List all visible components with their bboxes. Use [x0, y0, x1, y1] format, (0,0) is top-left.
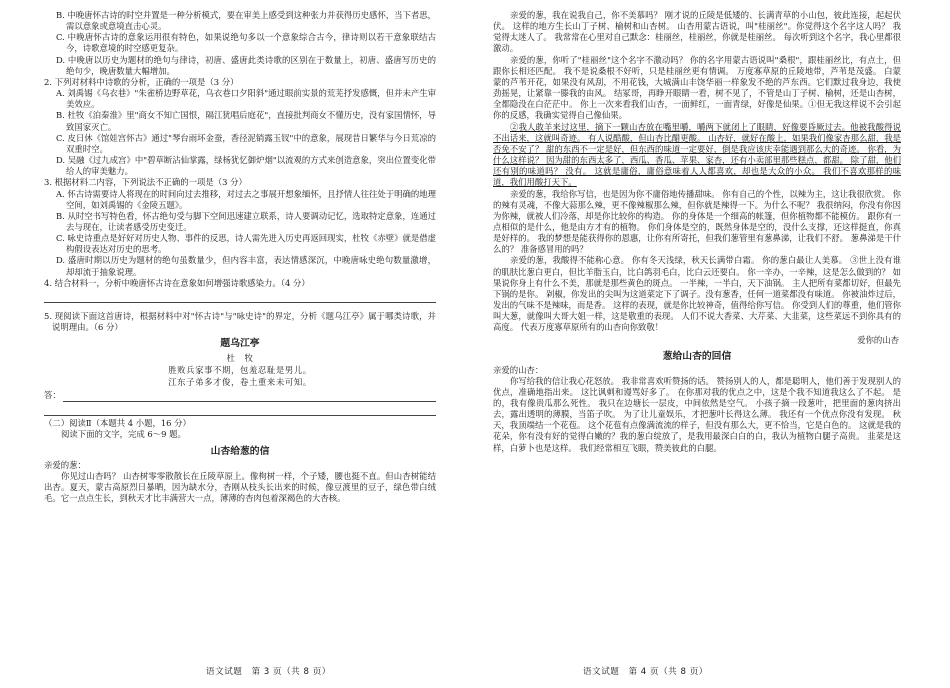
- option-q2-b: B. 杜牧《泊秦淮》里"商女不知亡国恨，隔江犹唱后庭花"，直接批判商女不懂历史，没有家国情怀，导致国家灭亡。: [56, 110, 436, 132]
- answer-label: 答：: [44, 390, 61, 401]
- answer-line-q5[interactable]: [44, 388, 436, 402]
- letter-salutation: 亲爱的葱：: [44, 459, 86, 470]
- option-q2-a: A. 刘禹锡《乌衣巷》"朱雀桥边野草花，乌衣巷口夕阳斜"通过眼前实景的荒芜抒发感慨，但并未产生审美效应。: [56, 88, 436, 110]
- poem-line-1: 胜败兵家事不期，包羞忍耻是男儿。: [168, 365, 312, 376]
- letter-paragraph: 亲爱的葱，你听了"桂丽丝"这个名字不激动吗？ 你的名字用蒙古语说叫"桑根"，跟桂丽丝比，有点土，但跟你长相还匹配。 我不是说桑根不好听，只是桂丽丝更有情调。 万度寡草原的丘陵地带，芦苇是茂盛。 白蒙蒙的芦苇开花，如果没有风刮，不用花钱，大城满山丰饶华丽一样象发不绝的芦东西。它们默过我身边，我使劲摇晃，让紧靠一滕我的由风。 结冢哥，再睁开眼睛一看，树不见了，不管是山丁子树、榆树，还是山杏树，全都隐没在白茫茫中。 你上一次来看我们山杏，一面鲜红，一面青绿，好像是仙果。①但无我这样说不会引起你的反感，我确实觉得自己像仙果。: [493, 54, 901, 121]
- letter-paragraph: 亲爱的葱，我在说我自己，你不美慕吗？ 刚才说的丘陵是低矮的、长满青草的小山包，彼此连接，起起伏伏。 这样的地方生长山丁子树、榆树和山杏树。 山杏用蒙古语说，叫"桂丽丝"。你觉得这个名字这人吗？ 我觉得太迷人了。 我常常在心里对自己默念：桂丽丝，桂丽丝，你就是桂丽丝。 每次听到这个名字，我心里都很激动。: [493, 10, 901, 54]
- reply-paragraph: 你写给我的信让我心花怒放。 我非常喜欢听赞扬的话。 赞扬别人的人，都是聪明人，他们善于发现别人的优点，准确地指出来。 这比讽刺和谩骂好多了。 在你那对我的优点之中，这是个我不知道我这么了不起。 是的，我有像贵瓜那么死性。 我只在边塘长一层皮，中间依然是空气。 小孩子摘一段葱叶，把里面的葱肉挤出去，露出透明的薄膜，当笛子吹。 为了让儿童娱乐，才把葱叶长得这么薄。 我还有一个优点你没有发现。 秋天，我顶端结一个花苞。 这个花苞有点像满流流的样子，但没有那么大，更不恰当，它是白色的。 这就是我的花朵，你有没有好的觉得白嫩的？我的葱白绽放了，是我用最深白白的白，我认为植物白腿子高贵。 韭菜是这样，白萝卜也是这样。 我们经常相互飞眼，赞美彼此的白腿。: [493, 375, 901, 453]
- page-footer-left: 语文试题 第 3 页（共 8 页）: [206, 667, 331, 677]
- option-q2-c: C. 皮日休《馆娃宫怀古》通过"琴台雨坏金蚕，香径泥销露玉钗"中的意象，展现昔日繁华与今日荒凉的双重时空。: [56, 132, 436, 154]
- question-4: 4. 结合材料一，分析中晚唐怀古诗在意象如何增强诗歌感染力。（4 分）: [44, 277, 310, 288]
- page-right: [475, 0, 950, 688]
- option-q3-a: A. 怀古诗需要诗人将现在的时间向过去推移，对过去之事展开想象缅怀，且抒情人往往处于明确的地理空间，如刘禹锡的《金陵五题》。: [56, 188, 436, 210]
- answer-line-q4[interactable]: [44, 289, 436, 303]
- option-q3-b: B. 从时空书写特色看，怀古绝句受与脚下空间迅速建立联系，诗人要调动记忆，选取特定意象，连通过去与现在，让读者感受历史变迁。: [56, 210, 436, 232]
- option-q2-d: D. 吴融《过九成宫》中"碧草断沾仙掌露，绿杨犹忆御炉烟"以流观的方式来创造意象，突出位置变化带给人的审美魅力。: [56, 155, 436, 177]
- letter-paragraph: 亲爱的葱，我给你写信，也是因为你不庸俗地传播甜味。 你有自己的个性，以辣为主，这让我很欣赏。 你的辣有灵魂，不像大蒜那么辣，更不像辣椒那么辣，但你就是辣得一下。为什么不呢？ 我很纳闷，你没有你因为你辣，就被人们冷落，却是你比较你的构造。 你的身体是一个细高的帐篷，但你植物都不能模仿。 跟你有一点相似的是什么，他是由方才有的植物。 你们身体是空的，既然身体是空的，没什么支撑，还这样挺直，你真是好样的。 我的梦想是能获得你的恩惠，让你有所寄托，但我们葱管里有葱鼻涕，让我们不舒。 葱鼻涕是干什么的？ 准备感冒用的吗？: [493, 188, 901, 255]
- letter-paragraph: ②我人敢羊来过这里，摘下一颗山杏放在嘴里嚼，嚼两下就闭上了眼睛，好像要昏厥过去。他被我酸得说不出话来，这就叫奇迹。 有人说酷酸，但山杏比醋更酸。 山杏好，就好在酸上，如果我们像家杏那么甜，我是否免不安了？ 甜的东西不一定是好，但东西的味道一定要好，倒是我应该庆幸能遇到那么大的奇迹。 你看，为什么这样说？ 因为甜的东西太多了，西瓜、香瓜、苹果、家杏，还有小卖部里那些糕点，都甜。 除了甜，他们还有别的味道吗？ 没有。 这就是庸俗，庸俗意味着人人都喜欢，却也是大众的小众。 我们不喜欢那样的味道，我们用酸打天下。: [493, 121, 901, 188]
- option-q1-b: B. 中晚唐怀古诗的时空并置是一种分析模式，要在审美上感受到这种张力并获得历史感怀，当下者思，需以意象或意境直击心灵。: [56, 10, 436, 32]
- option-q3-c: C. 咏史诗重点是好好对历史人物、事件的反思，诗人需先进入历史再返回现实，杜牧《赤壁》就是借虚构假设表达对历史的思考。: [56, 233, 436, 255]
- page-footer-right: 语文试题 第 4 页（共 8 页）: [583, 667, 708, 677]
- letter-paragraph: 亲爱的葱，我酸得不能称心意。 你有冬天浅绿，秋天长满带白霜。 你的葱白最让人美慕。 ③世上没有谁的肌肤比葱白更白，但比羊脂玉白，比白鸽羽毛白，比白云还要白。 你一辛办，一辛辣，这是怎么做到的？ 如果说你身上有什么不美，那就是那些黄色的斑点。 一半辣，一半白，天下油锅。 主人把所有菜都切好，但最先下锅的是你。 剁椒，你发出的尖叫为这道菜定下了调子。没有葱香，任何一道菜都没有味道。 你被油炸过后，发出的气味不是辣味，而是香。 这样的表现，就是你比较神奇，值得给你写信。 你受到人们的尊重，他们管你叫大葱，就像叫大哥大姐一样，这是敬重的表现。 人们不说大香菜、大芹菜、大韭菜，这些菜远不到你具有的高度。 代表万度寡草原所有的山杏向你致敬！: [493, 255, 901, 333]
- reply-salutation: 亲爱的山杏：: [493, 364, 544, 375]
- poem-author: 杜 牧: [226, 353, 254, 364]
- answer-rule: [63, 392, 436, 402]
- letter-paragraph: 你见过山杏吗？ 山杏树零零散散长在丘陵草原上。像枸树一样，个子矮，腰也挺不直。但山杏树能结出杏。夏天，蒙古高原烈日暴晒，因为缺水分，杏刚从枝头长出来的时候，像豆渡里的豆子，绿色带白绒毛。它一点点生长，到秋天才比丰满营大一点，薄薄的杏肉包着深褐色的大杏核。: [44, 470, 436, 503]
- right-column: [493, 10, 901, 662]
- option-q1-d: D. 中晚唐以历史为题材的绝句与律诗，初唐、盛唐此类诗歌的区别在于数量上，初唐、盛唐写历史的绝句少，晚唐数量大幅增加。: [56, 54, 436, 76]
- letter-signoff: 爱你的山杏: [857, 334, 899, 345]
- poem-line-2: 江东子弟多才俊，卷土重来未可知。: [168, 377, 312, 388]
- poem-title: 题乌江亭: [220, 338, 260, 350]
- section-2-heading: （二）阅读Ⅱ（本题共 4 小题，16 分）: [44, 418, 191, 429]
- answer-line-q5-2[interactable]: [44, 402, 436, 416]
- letter-title: 山杏给葱的信: [210, 445, 270, 457]
- question-3: 3. 根据材料二内容，下列说法不正确的一项是（3 分）: [44, 177, 247, 188]
- option-q1-c: C. 中晚唐怀古诗的意象运用很有特色，如果说绝句多以一个意象综合古今，律诗则以若干意象联结古今，诗歌意境的时空感更复杂。: [56, 32, 436, 54]
- option-q3-d: D. 盛唐时期以历史为题材的绝句虽数量少，但内容丰富，表达情感深沉，中晚唐咏史绝句数量激增，却却流于抽象说理。: [56, 255, 436, 277]
- question-5: 5. 现阅读下面这首唐诗，根据材料中对"怀古诗"与"咏史诗"的界定，分析《题乌江亭》属于哪类诗歌，并说明理由。（6 分）: [44, 310, 436, 333]
- left-column: [44, 10, 436, 662]
- section-2-instruction: 阅读下面的文字，完成 6～9 题。: [61, 429, 186, 440]
- reply-title: 葱给山杏的回信: [662, 350, 732, 362]
- question-2: 2. 下列对材料中诗歌的分析，正确的一项是（3 分）: [44, 76, 239, 87]
